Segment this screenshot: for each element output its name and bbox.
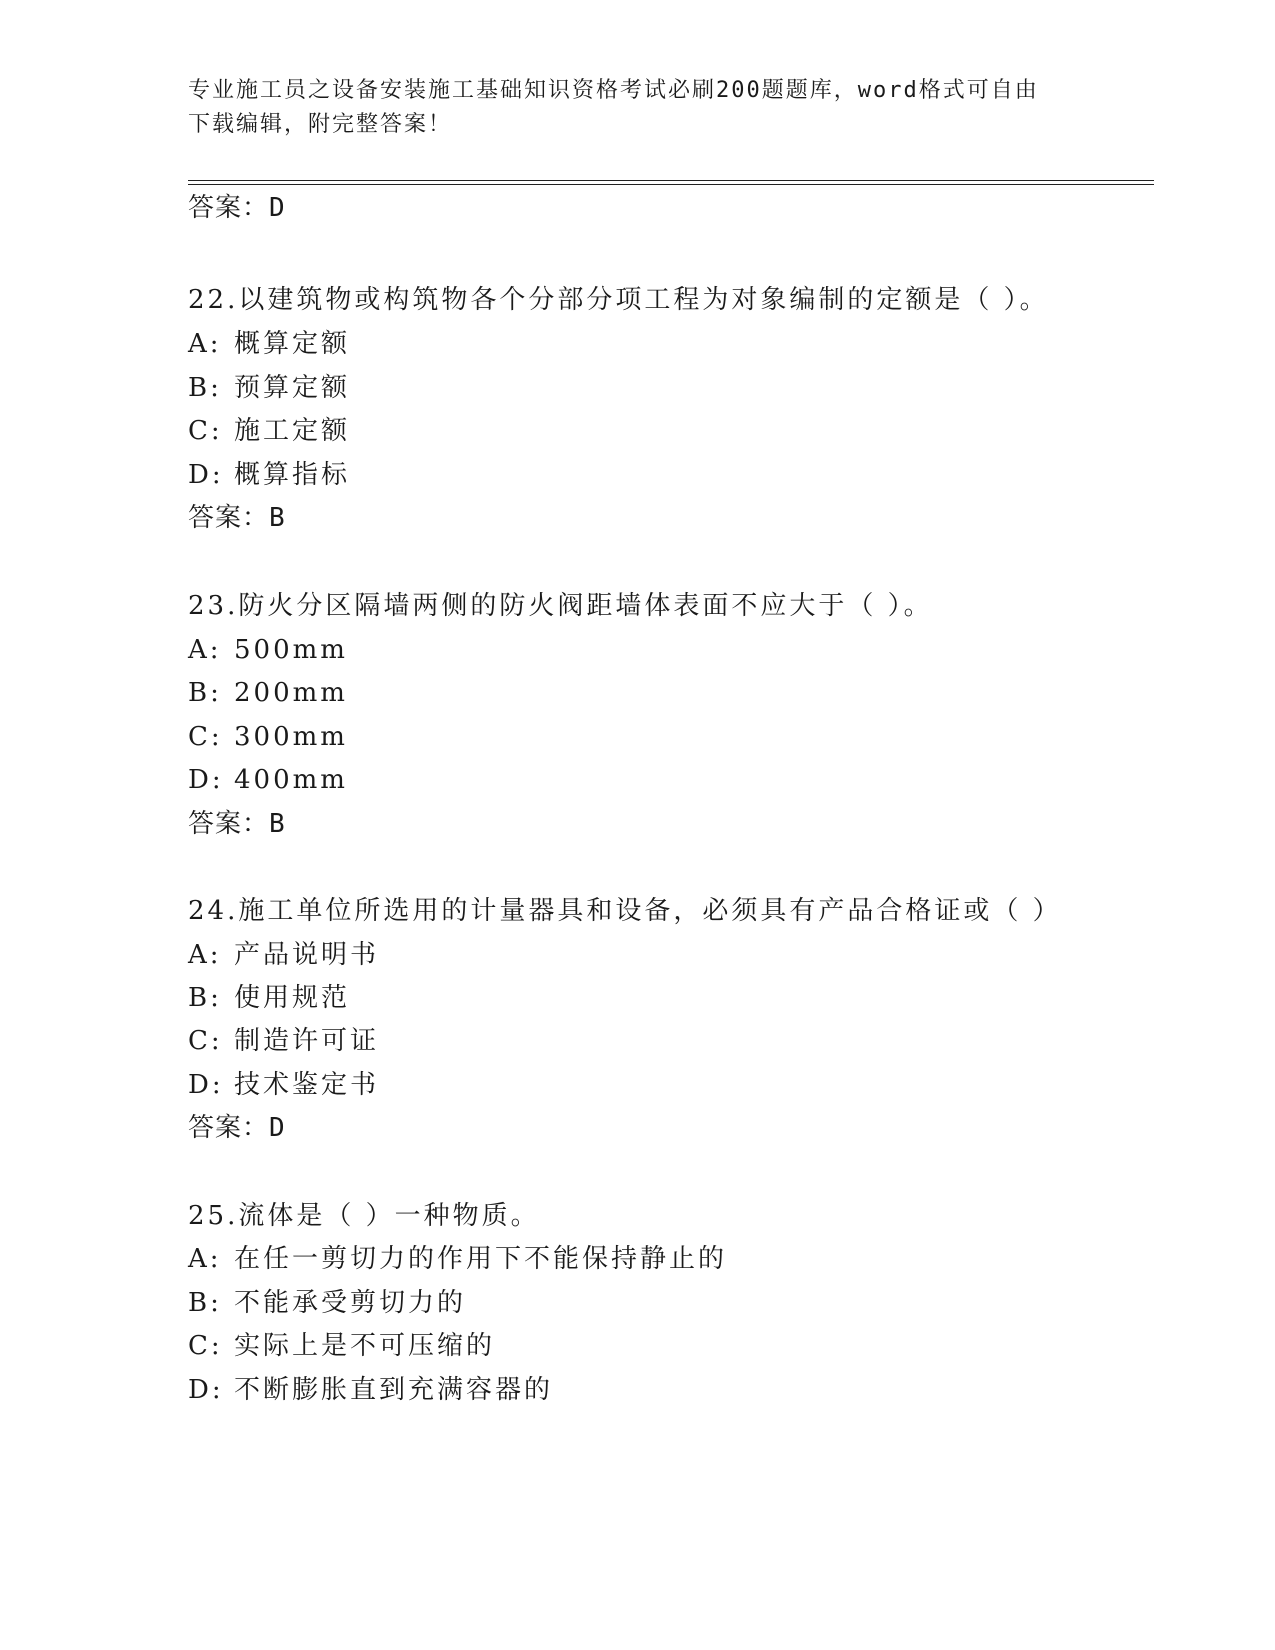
option — [188, 1374, 553, 1406]
option — [188, 372, 350, 404]
option-text: 300mm — [234, 722, 348, 752]
option-text: 在任一剪切力的作用下不能保持静止的 — [234, 1244, 728, 1274]
option-text: 技术鉴定书 — [234, 1070, 380, 1100]
header-divider-bottom — [188, 184, 1154, 185]
option — [188, 634, 348, 666]
option — [188, 1069, 379, 1101]
header-line-1: 专业施工员之设备安装施工基础知识资格考试必刷200题题库，word格式可自由 — [188, 78, 1039, 103]
option — [188, 415, 350, 447]
option-text: 500mm — [234, 635, 348, 665]
option-key: B: — [188, 373, 222, 403]
question-stem: 24.施工单位所选用的计量器具和设备，必须具有产品合格证或（ ） — [188, 896, 1062, 926]
option-key: C: — [188, 1331, 223, 1361]
previous-answer: 答案：D — [188, 193, 286, 223]
option-key: C: — [188, 722, 223, 752]
option-key: A: — [188, 940, 222, 970]
option — [188, 721, 348, 753]
option-key: A: — [188, 1244, 222, 1274]
answer: 答案：B — [188, 503, 286, 533]
option-key: D: — [188, 1375, 224, 1405]
option — [188, 328, 350, 360]
answer: 答案：B — [188, 809, 286, 839]
option-text: 实际上是不可压缩的 — [234, 1331, 496, 1361]
option-text: 使用规范 — [234, 983, 351, 1013]
question-stem: 22.以建筑物或构筑物各个分部分项工程为对象编制的定额是（ ）。 — [188, 285, 1049, 315]
header-divider-top — [188, 180, 1154, 181]
option-text: 不断膨胀直到充满容器的 — [234, 1375, 554, 1405]
option-key: B: — [188, 983, 222, 1013]
option-key: D: — [188, 1070, 224, 1100]
header-line-2: 下载编辑，附完整答案！ — [188, 112, 453, 137]
option — [188, 982, 350, 1014]
question-stem: 25.流体是（ ）一种物质。 — [188, 1201, 540, 1231]
answer: 答案：D — [188, 1113, 286, 1143]
option-key: B: — [188, 678, 222, 708]
option-text: 200mm — [234, 678, 348, 708]
option-key: B: — [188, 1288, 222, 1318]
option-text: 制造许可证 — [234, 1026, 380, 1056]
option — [188, 1330, 495, 1362]
option — [188, 1287, 466, 1319]
option-text: 400mm — [234, 765, 348, 795]
option-text: 概算指标 — [234, 460, 351, 490]
option — [188, 1243, 727, 1275]
option-key: D: — [188, 460, 224, 490]
option-text: 施工定额 — [234, 416, 351, 446]
option-key: C: — [188, 416, 223, 446]
option — [188, 459, 350, 491]
option-text: 产品说明书 — [234, 940, 380, 970]
option-key: A: — [188, 329, 222, 359]
option — [188, 677, 348, 709]
question-stem: 23.防火分区隔墙两侧的防火阀距墙体表面不应大于（ ）。 — [188, 591, 933, 621]
document-header — [188, 74, 1088, 142]
option-key: C: — [188, 1026, 223, 1056]
option-key: D: — [188, 765, 224, 795]
option — [188, 939, 379, 971]
option — [188, 1025, 379, 1057]
option-text: 概算定额 — [234, 329, 351, 359]
option-key: A: — [188, 635, 222, 665]
option-text: 预算定额 — [234, 373, 351, 403]
option-text: 不能承受剪切力的 — [234, 1288, 467, 1318]
option — [188, 764, 348, 796]
